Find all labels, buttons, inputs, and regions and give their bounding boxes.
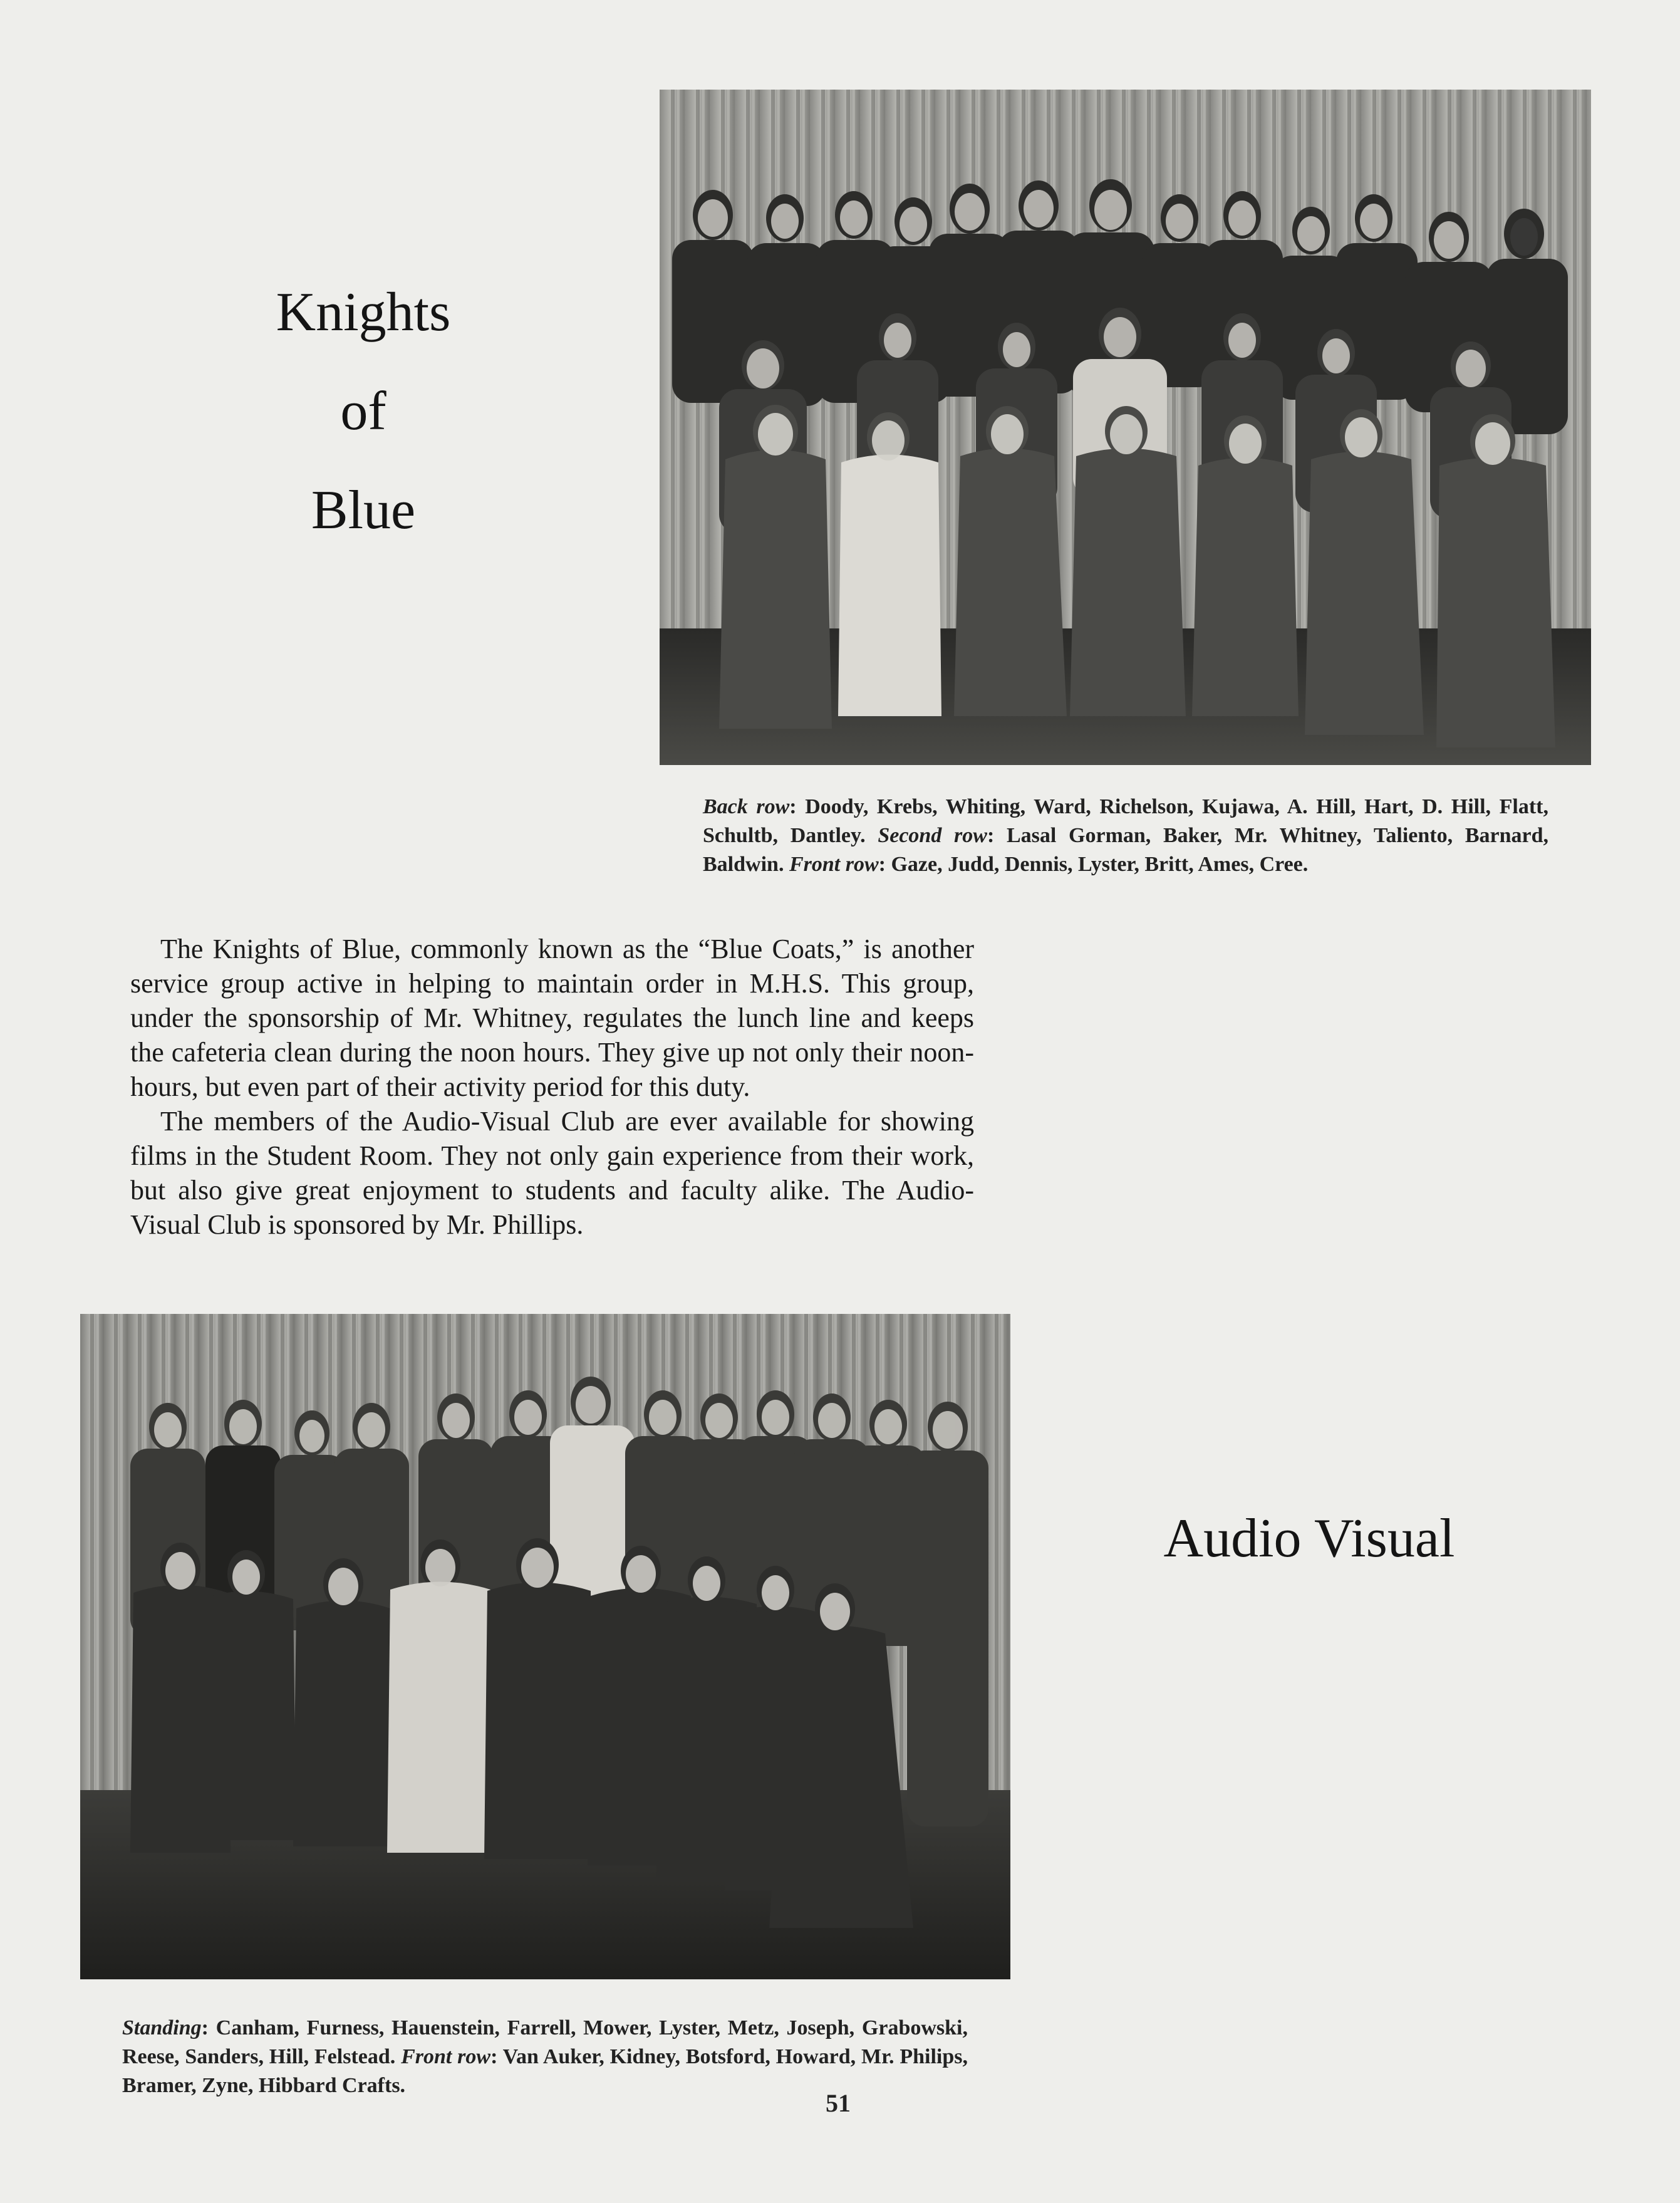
audio-caption: [122, 2014, 968, 2100]
knights-caption-colon: :: [789, 795, 806, 818]
audio-photo-image: [80, 1314, 1010, 1979]
audio-photo: [80, 1314, 1010, 1979]
audio-caption-front-label: Front row: [401, 2045, 491, 2068]
audio-caption-standing-names: Canham, Furness, Hauenstein, Farrell, Mower, Lyster, Metz, Joseph, Grabowski, Reese, Sanders, Hill, Felstead.: [122, 2016, 968, 2068]
knights-photo-image: [660, 90, 1591, 765]
audio-title: Audio Visual: [1163, 1508, 1455, 1569]
knights-caption-colon: :: [987, 824, 1007, 847]
page-number: 51: [826, 2089, 851, 2117]
knights-caption-back-names: Doody, Krebs, Whiting, Ward, Richelson, Kujawa, A. Hill, Hart, D. Hill, Flatt, Schultb, Dantley.: [703, 795, 1548, 847]
audio-caption-colon: :: [201, 2016, 216, 2039]
audio-caption-front-names: Van Auker, Kidney, Botsford, Howard, Mr. Philips, Bramer, Zyne, Hibbard Crafts.: [122, 2045, 968, 2097]
knights-photo: [660, 90, 1591, 765]
knights-title: [226, 282, 501, 541]
knights-title-line-3: Blue: [311, 480, 416, 541]
knights-title-line-1: Knights: [276, 282, 451, 343]
audio-caption-colon: :: [490, 2045, 503, 2068]
knights-caption-colon: :: [878, 853, 891, 876]
knights-title-line-2: of: [340, 381, 386, 442]
knights-caption-front-label: Front row: [789, 853, 879, 876]
audio-caption-standing-label: Standing: [122, 2016, 202, 2039]
body-paragraph-2: The members of the Audio-Visual Club are ever available for showing films in the Student Room. They not only gain experience from their work, but also give great enjoyment to students and faculty alike. The Audio-Visual Club is sponsored by Mr. Phillips.: [130, 1106, 974, 1240]
knights-caption-front-names: Gaze, Judd, Dennis, Lyster, Britt, Ames, Cree.: [891, 853, 1309, 876]
knights-caption-second-names: Lasal Gorman, Baker, Mr. Whitney, Taliento, Barnard, Baldwin.: [703, 824, 1549, 876]
body-paragraph-1: The Knights of Blue, commonly known as the “Blue Coats,” is another service group active in helping to maintain order in M.H.S. This group, under the sponsorship of Mr. Whitney, regulates the lunch line and keeps the cafeteria clean during the noon hours. They give up not only their noon-hours, but even part of their activity period for this duty.: [130, 934, 974, 1102]
body-text: [130, 932, 974, 1242]
knights-caption-second-label: Second row: [878, 824, 987, 847]
knights-caption: [703, 793, 1548, 879]
knights-caption-back-label: Back row: [703, 795, 790, 818]
